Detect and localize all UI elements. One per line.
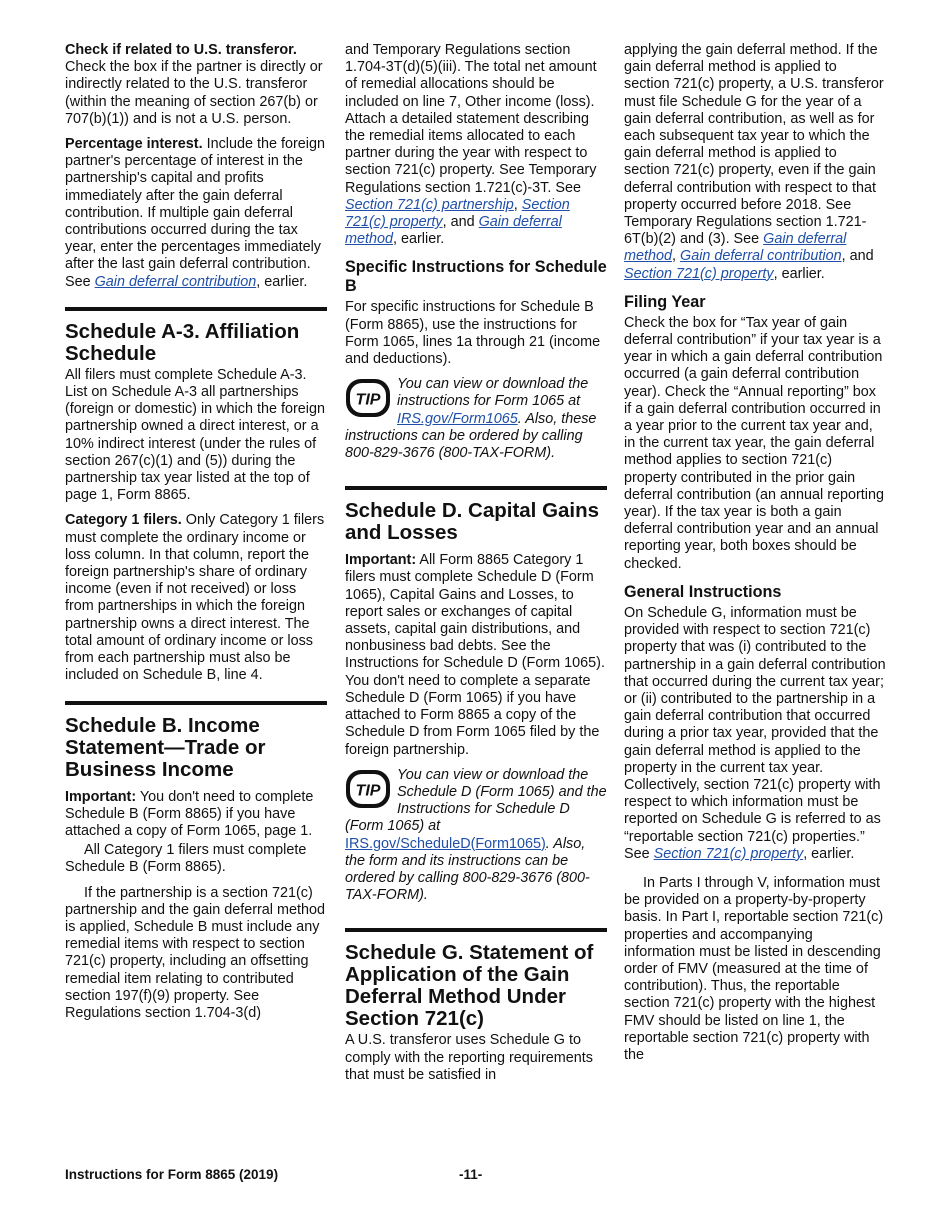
col3-continuation [624, 42, 886, 283]
section-721c-partnership-link[interactable]: Section 721(c) partnership [345, 196, 514, 213]
important-label: Important: [65, 788, 137, 805]
transferor-text: Check the box if the partner is directly or indirectly related to the U.S. transferor (within the meaning of section 267(b) or 707(b)(1)) and is not a U.S. person. [65, 59, 323, 127]
col3-continuation-end: , earlier. [773, 265, 825, 282]
column-1 [65, 42, 327, 1030]
specific-instructions-b-text: For specific instructions for Schedule B (Form 8865), use the instructions for Form 1065, lines 1a through 21 (income and deductions). [345, 299, 601, 368]
page-number: -11- [459, 1167, 483, 1182]
tip-icon [345, 769, 391, 809]
gain-deferral-method-link[interactable]: Gain deferral method [345, 214, 562, 248]
schedule-a3-text: All filers must complete Schedule A-3. List on Schedule A-3 all partnerships (foreign or domestic) in which the foreign partnership owned a direct interest, or a 10% indirect interest (under the rules of section 267(c)(1) and (5)) during the partnership tax year listed at the top of page 1, Form 8865. [65, 366, 325, 504]
irs-form1065-link[interactable]: IRS.gov/Form1065 [397, 410, 518, 427]
percentage-paragraph [65, 136, 327, 291]
schedule-d-important-text: All Form 8865 Category 1 filers must complete Schedule D (Form 1065), Capital Gains and Losses, to report sales or exchanges of capital assets, capital gain distributions, and nonbusiness bad debts. See the Instructions for Schedule D (Form 1065). You don't need to complete a separate Schedule D (Form 1065) if you have attached to Form 8865 a copy of the Schedule D from Form 1065 filed by the foreign partnership. [345, 552, 605, 758]
transferor-paragraph [65, 42, 327, 128]
filing-year-heading: Filing Year [624, 292, 706, 311]
filing-year-text: Check the box for “Tax year of gain deferral contribution” if your tax year is a year in which a gain deferral contribution occurred (a gain deferral contribution year). Check the “Annual reporting” box if a gain deferral contribution occurred in a year prior to the current tax year and, in the current tax year, the gain deferral method applies to section 721(c) property contributed in the prior gain deferral contribution (an annual reporting year). If the tax year is both a gain deferral contribution year and an annual reporting year, both boxes should be checked. [624, 314, 884, 572]
schedule-g-heading: Schedule G. Statement of Application of the Gain Deferral Method Under Section 721(c) [345, 928, 607, 1030]
separator: , and [841, 248, 874, 265]
footer-form-title: Instructions for Form 8865 (2019) [65, 1167, 279, 1182]
percentage-end: , earlier. [256, 273, 308, 290]
col3-continuation-text: applying the gain deferral method. If the gain deferral method is applied to section 721(c) property, a U.S. transferor must file Schedule G for the year of a gain deferral contribution, as well as for each subsequent tax year to which the gain deferral method is applied to section 721(c) property, even if the gain deferral contribution with respect to that property occurred before 2018. See Temporary Regulations section 1.721-6T(b)(2) and (3). See [624, 42, 884, 248]
gain-deferral-method-link[interactable]: Gain deferral method [624, 231, 847, 265]
percentage-heading: Percentage interest. [65, 136, 203, 153]
category1-heading: Category 1 filers. [65, 512, 182, 529]
parts-paragraph: In Parts I through V, information must be provided on a property-by-property basis. In Part I, reportable section 721(c) properties and accompanying information must be listed in descending order of FMV (measured at the time of contribution). Thus, the reportable section 721(c) property with the highest FMV should be listed on line 1, the reportable section 721(c) property with the [624, 874, 884, 1063]
tip1-text-end: . Also, these instructions can be ordered by calling 800-829-3676 (800-TAX-FORM). [345, 410, 597, 462]
section-721c-property-link[interactable]: Section 721(c) property [653, 845, 804, 862]
schedule-b-heading: Schedule B. Income Statement—Trade or Business Income [65, 701, 327, 781]
col2-continuation-end: , earlier. [393, 231, 445, 248]
column-3 [624, 42, 886, 1072]
tip1-text: You can view or download the instructions for Form 1065 at [397, 376, 589, 410]
section-721c-property-link[interactable]: Section 721(c) property [624, 265, 774, 282]
section-721c-property-link[interactable]: Section 721(c) property [345, 196, 570, 231]
col2-continuation-text: and Temporary Regulations section 1.704-3T(d)(5)(iii). The total net amount of remedial allocations should be included on line 7, Other income (loss). Attach a detailed statement describing the remedial items allocated to each partner during the year with respect to section 721(c) property. See Temporary Regulations section 1.721(c)-3T. See [345, 42, 597, 196]
schedule-d-important [345, 552, 607, 758]
tip-box-form1065 [345, 376, 607, 462]
general-instructions-end: , earlier. [803, 845, 855, 862]
category1-paragraph [65, 512, 327, 684]
column-2 [345, 42, 607, 1092]
separator: , [513, 196, 518, 213]
separator: , and [442, 214, 475, 231]
gain-deferral-contribution-link[interactable]: Gain deferral contribution [680, 248, 842, 265]
important-label: Important: [345, 552, 417, 569]
tip-box-schedule-d [345, 767, 607, 905]
schedule-a3-heading: Schedule A-3. Affiliation Schedule [65, 307, 327, 365]
separator: , [672, 248, 676, 265]
general-instructions-heading: General Instructions [624, 582, 782, 601]
general-instructions-paragraph [624, 605, 886, 863]
specific-instructions-b-heading: Specific Instructions for Schedule B [345, 258, 607, 296]
schedule-b-all-filers: All Category 1 filers must complete Schedule B (Form 8865). [65, 842, 307, 876]
schedule-d-heading: Schedule D. Capital Gains and Losses [345, 486, 607, 544]
important-text: You don't need to complete Schedule B (Form 8865) if you have attached a copy of Form 1065, page 1. [65, 788, 314, 839]
tip-label: TIP [355, 391, 381, 409]
gain-deferral-contribution-link[interactable]: Gain deferral contribution [94, 273, 257, 290]
transferor-heading: Check if related to U.S. transferor. [65, 42, 297, 58]
tip-label: TIP [355, 782, 381, 800]
general-instructions-text: On Schedule G, information must be provided with respect to section 721(c) property that was (i) contributed to the partnership in a gain deferral contribution that occurred during the current tax year; or (ii) contributed to the partnership in a gain deferral contribution that occurred during a prior tax year, provided that the gain deferral method is applied to the property in the current tax year. Collectively, section 721(c) property with respect to which information must be reported on Schedule G is referred to as “reportable section 721(c) properties.” See [624, 604, 886, 862]
schedule-g-text: A U.S. transferor uses Schedule G to comply with the reporting requirements that must be satisfied in [345, 1032, 593, 1083]
percentage-text: Include the foreign partner's percentage of interest in the partnership's capital and profits immediately after the gain deferral contribution. If multiple gain deferral contributions occurred during the tax year, enter the percentages immediately after the last gain deferral contribution. See [65, 136, 325, 290]
tip2-text-end: . Also, the form and its instructions can be ordered by calling 800-829-3676 (800-TAX-FORM). [345, 835, 590, 904]
col2-continuation [345, 42, 607, 248]
schedule-b-partnership: If the partnership is a section 721(c) partnership and the gain deferral method is applied, Schedule B must include any remedial items with respect to section 721(c) property, including an offsetting remedial item relating to contributed section 197(f)(9) property. See Regulations section 1.704-3(d) [65, 884, 326, 1021]
irs-schedule-d-link[interactable]: IRS.gov/ScheduleD(Form1065) [345, 835, 546, 852]
category1-text: Only Category 1 filers must complete the ordinary income or loss column. In that column, report the foreign partnership's share of ordinary income (even if not received) or loss from partnerships in which the foreign partnership owns a direct interest. The total amount of ordinary income or loss from each partnership must also be included on Schedule B, line 4. [65, 512, 325, 684]
schedule-b-important [65, 789, 327, 841]
tip-icon [345, 378, 391, 418]
tip2-text: You can view or download the Schedule D (Form 1065) and the Instructions for Schedule D (Form 1065) at [345, 766, 607, 835]
